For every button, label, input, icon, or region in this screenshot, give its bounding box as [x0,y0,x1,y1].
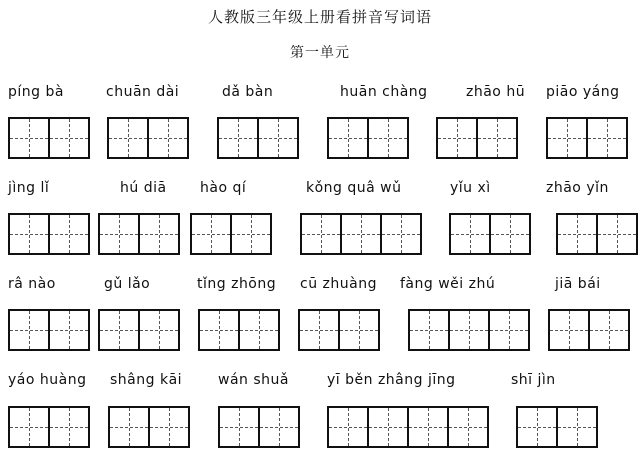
pinyin-label: dǎ bàn [222,84,274,100]
tian-zi-ge-cell[interactable] [408,309,450,351]
tian-zi-ge-cell[interactable] [300,213,342,255]
pinyin-label: shī jìn [511,372,556,388]
tian-zi-ge-cell[interactable] [596,213,638,255]
writing-grid [218,406,300,448]
tian-zi-ge-cell[interactable] [436,117,478,159]
pinyin-label: yǐu xì [450,180,491,196]
tian-zi-ge-cell[interactable] [48,309,90,351]
tian-zi-ge-cell[interactable] [48,213,90,255]
tian-zi-ge-cell[interactable] [98,213,140,255]
pinyin-label: zhāo yǐn [546,180,609,196]
tian-zi-ge-cell[interactable] [218,406,260,448]
tian-zi-ge-cell[interactable] [298,309,340,351]
tian-zi-ge-cell[interactable] [380,213,422,255]
tian-zi-ge-cell[interactable] [588,309,630,351]
tian-zi-ge-cell[interactable] [586,117,628,159]
pinyin-label: jìng lǐ [8,180,50,196]
tian-zi-ge-cell[interactable] [138,213,180,255]
tian-zi-ge-cell[interactable] [258,406,300,448]
tian-zi-ge-cell[interactable] [48,406,90,448]
tian-zi-ge-cell[interactable] [257,117,299,159]
tian-zi-ge-cell[interactable] [8,406,50,448]
tian-zi-ge-cell[interactable] [367,117,409,159]
writing-grid [198,309,280,351]
writing-grid [436,117,518,159]
tian-zi-ge-cell[interactable] [340,213,382,255]
tian-zi-ge-cell[interactable] [8,117,50,159]
tian-zi-ge-cell[interactable] [449,213,491,255]
pinyin-label: yáo huàng [8,372,87,388]
tian-zi-ge-cell[interactable] [367,406,409,448]
tian-zi-ge-cell[interactable] [489,213,531,255]
tian-zi-ge-cell[interactable] [556,213,598,255]
tian-zi-ge-cell[interactable] [107,117,149,159]
pinyin-label: fàng wěi zhú [400,276,496,292]
tian-zi-ge-cell[interactable] [447,406,489,448]
tian-zi-ge-cell[interactable] [448,309,490,351]
tian-zi-ge-cell[interactable] [190,213,232,255]
writing-grid [98,309,180,351]
writing-grid [108,406,190,448]
tian-zi-ge-cell[interactable] [556,406,598,448]
tian-zi-ge-cell[interactable] [230,213,272,255]
writing-grid [217,117,299,159]
pinyin-label: jiā bái [555,276,601,292]
tian-zi-ge-cell[interactable] [147,117,189,159]
tian-zi-ge-cell[interactable] [546,117,588,159]
pinyin-label: kǒng quâ wǔ [306,180,402,196]
tian-zi-ge-cell[interactable] [48,117,90,159]
tian-zi-ge-cell[interactable] [217,117,259,159]
tian-zi-ge-cell[interactable] [327,406,369,448]
writing-grid [327,406,489,448]
tian-zi-ge-cell[interactable] [238,309,280,351]
tian-zi-ge-cell[interactable] [8,309,50,351]
tian-zi-ge-cell[interactable] [148,406,190,448]
pinyin-label: yī běn zhâng jīng [327,372,456,388]
pinyin-label: chuān dài [106,84,180,100]
pinyin-label: shâng kāi [110,372,183,388]
writing-grid [300,213,422,255]
writing-grid [8,213,90,255]
writing-grid [107,117,189,159]
pinyin-label: zhāo hū [466,84,526,100]
tian-zi-ge-cell[interactable] [98,309,140,351]
writing-grid [8,309,90,351]
page-title: 人教版三年级上册看拼音写词语 [207,8,432,26]
pinyin-label: tǐng zhōng [197,276,277,292]
tian-zi-ge-cell[interactable] [548,309,590,351]
writing-grid [449,213,531,255]
tian-zi-ge-cell[interactable] [476,117,518,159]
writing-grid [408,309,530,351]
pinyin-label: râ nào [8,276,56,292]
writing-grid [8,406,90,448]
writing-grid [327,117,409,159]
pinyin-label: píng bà [8,84,64,100]
unit-heading: 第一单元 [290,45,350,61]
tian-zi-ge-cell[interactable] [407,406,449,448]
writing-grid [546,117,628,159]
tian-zi-ge-cell[interactable] [108,406,150,448]
tian-zi-ge-cell[interactable] [8,213,50,255]
tian-zi-ge-cell[interactable] [327,117,369,159]
pinyin-label: gǔ lǎo [104,276,151,292]
writing-grid [298,309,380,351]
pinyin-label: piāo yáng [546,84,620,100]
writing-grid [98,213,180,255]
pinyin-label: huān chàng [340,84,428,100]
writing-grid [516,406,598,448]
pinyin-label: hào qí [200,180,247,196]
tian-zi-ge-cell[interactable] [198,309,240,351]
writing-grid [556,213,638,255]
writing-grid [190,213,272,255]
tian-zi-ge-cell[interactable] [338,309,380,351]
pinyin-label: hú diā [120,180,167,196]
pinyin-label: wán shuǎ [218,372,289,388]
tian-zi-ge-cell[interactable] [516,406,558,448]
writing-grid [8,117,90,159]
writing-grid [548,309,630,351]
tian-zi-ge-cell[interactable] [488,309,530,351]
pinyin-label: cū zhuàng [300,276,377,292]
tian-zi-ge-cell[interactable] [138,309,180,351]
